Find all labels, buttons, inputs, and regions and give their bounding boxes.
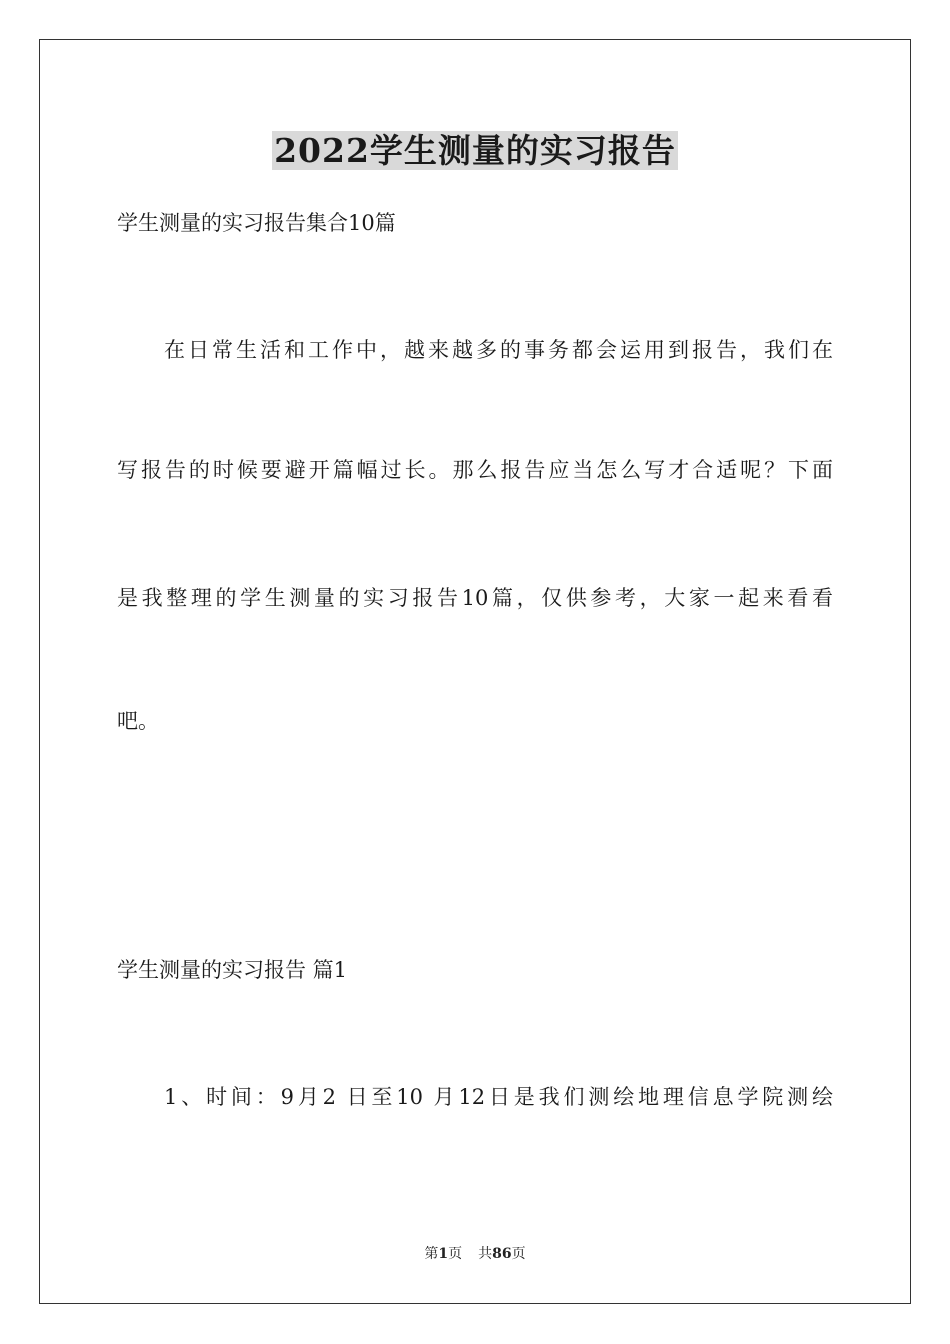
intro-line-2: 写报告的时候要避开篇幅过长。那么报告应当怎么写才合适呢？下面 [117,458,833,482]
footer-page-number: 1 [438,1246,449,1262]
document-title-text: 2022学生测量的实习报告 [274,131,676,170]
intro-line-3: 是我整理的学生测量的实习报告10篇，仅供参考，大家一起来看看 [117,586,833,610]
footer-total-prefix: 共 [478,1246,493,1262]
document-subtitle: 学生测量的实习报告集合10篇 [117,211,396,235]
footer-total-pages: 86 [492,1246,512,1262]
section-first-line: 1、时间：9月2 日至10 月12日是我们测绘地理信息学院测绘 [164,1085,833,1109]
intro-line-1: 在日常生活和工作中，越来越多的事务都会运用到报告，我们在 [164,338,833,362]
page-footer [0,1244,950,1264]
intro-line-4: 吧。 [117,709,159,733]
document-title [0,120,950,182]
footer-page-suffix: 页 [448,1246,463,1262]
section-heading: 学生测量的实习报告 篇1 [117,958,348,982]
footer-page-prefix: 第 [424,1246,439,1262]
footer-total-suffix: 页 [511,1246,526,1262]
